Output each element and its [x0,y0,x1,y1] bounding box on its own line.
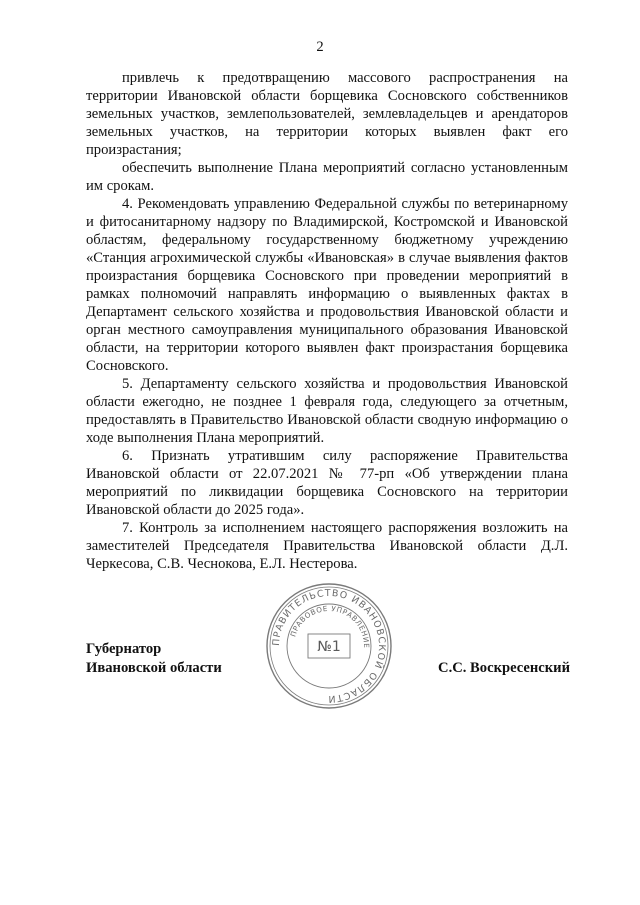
paragraph-5: 6. Признать утратившим силу распоряжение Правительства Ивановской области от 22.07.2021 № 77-рп «Об утверждении плана мероприятий по ликвидации борщевика Сосновского на территории Ивановской области до 2025 года». [86,448,568,518]
paragraph-2: обеспечить выполнение Плана мероприятий согласно установленным им срокам. [86,160,568,194]
signatory-title-line2: Ивановской области [86,660,222,676]
signatory-name: С.С. Воскресенский [438,660,570,676]
signatory-title [86,640,222,678]
paragraph-6: 7. Контроль за исполнением настоящего распоряжения возложить на заместителей Председателя Правительства Ивановской области Д.Л. Черкесова, С.В. Чеснокова, Е.Л. Нестерова. [86,520,568,572]
official-stamp [264,581,394,711]
stamp-inner-text: ПРАВОВОЕ УПРАВЛЕНИЕ [288,603,372,649]
signatory-title-line1: Губернатор [86,641,162,657]
paragraph-3: 4. Рекомендовать управлению Федеральной службы по ветеринарному и фитосанитарному надзору по Владимирской, Костромской и Ивановской областям, федеральному государственному бюджетному учреждению «Станция агрохимической службы «Ивановская» в случае выявления фактов произрастания борщевика Сосновского при проведении мероприятий в рамках полномочий направлять информацию о выявленных фактах в Департамент сельского хозяйства и продовольствия Ивановской области и орган местного самоуправления муниципального образования Ивановской области, на территории которого выявлен факт произрастания борщевика Сосновского. [86,196,568,374]
document-body [86,69,568,573]
stamp-number: №1 [317,639,341,655]
paragraph-1: привлечь к предотвращению массового распространения на территории Ивановской области борщевика Сосновского собственников земельных участков, землепользователей, землевладельцев и арендаторов земельных участков, на территории которых выявлен факт его произрастания; [86,70,568,158]
paragraph-4: 5. Департаменту сельского хозяйства и продовольствия Ивановской области ежегодно, не позднее 1 февраля года, следующего за отчетным, предоставлять в Правительство Ивановской области сводную информацию о ходе выполнения Плана мероприятий. [86,376,568,446]
page-number: 2 [316,39,324,55]
stamp-ring-text: ПРАВИТЕЛЬСТВО ИВАНОВСКОЙ ОБЛАСТИ [270,587,388,705]
